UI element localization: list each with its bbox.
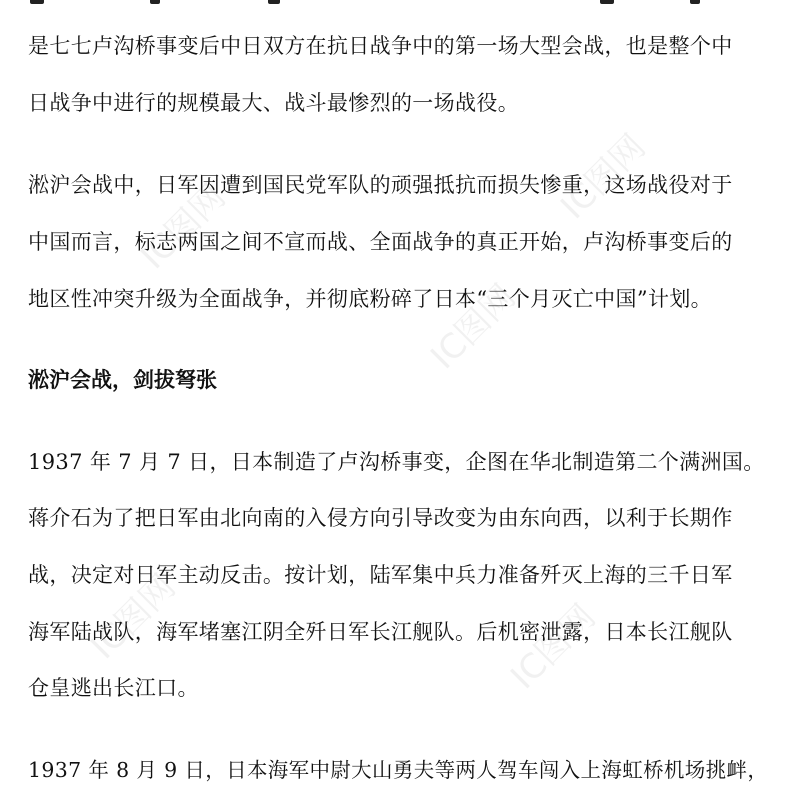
- paragraph-3-line-2: 蒋介石为了把日军由北向南的入侵方向引导改变为由东向西，以利于长期作: [28, 506, 733, 530]
- paragraph-2-line-2: 中国而言，标志两国之间不宣而战、全面战争的真正开始，卢沟桥事变后的: [28, 230, 733, 254]
- watermark: IC图网: [553, 126, 654, 228]
- watermark: IC图网: [133, 176, 234, 278]
- paragraph-1-line-1: 是七七卢沟桥事变后中日双方在抗日战争中的第一场大型会战，也是整个中: [28, 34, 733, 58]
- paragraph-1-line-2: 日战争中进行的规模最大、战斗最惨烈的一场战役。: [28, 91, 520, 115]
- clipped-previous-line: [0, 0, 800, 10]
- paragraph-3-line-5: 仓皇逃出长江口。: [28, 676, 199, 700]
- watermark: IC图网: [423, 276, 524, 378]
- paragraph-2-line-1: 淞沪会战中，日军因遭到国民党军队的顽强抵抗而损失惨重，这场战役对于: [28, 173, 733, 197]
- paragraph-3-line-1: 1937 年 7 月 7 日，日本制造了卢沟桥事变，企图在华北制造第二个满洲国。: [28, 450, 765, 474]
- watermark: IC图网: [503, 596, 604, 698]
- paragraph-2-line-3: 地区性冲突升级为全面战争，并彻底粉碎了日本“三个月灭亡中国”计划。: [28, 287, 713, 311]
- watermark: IC图网: [83, 566, 184, 668]
- section-heading: 淞沪会战，剑拔弩张: [28, 368, 217, 392]
- paragraph-4-line-1: 1937 年 8 月 9 日，日本海军中尉大山勇夫等两人驾车闯入上海虹桥机场挑衅，: [28, 758, 769, 782]
- paragraph-3-line-4: 海军陆战队，海军堵塞江阴全歼日军长江舰队。后机密泄露，日本长江舰队: [28, 620, 733, 644]
- paragraph-3-line-3: 战，决定对日军主动反击。按计划，陆军集中兵力准备歼灭上海的三千日军: [28, 563, 733, 587]
